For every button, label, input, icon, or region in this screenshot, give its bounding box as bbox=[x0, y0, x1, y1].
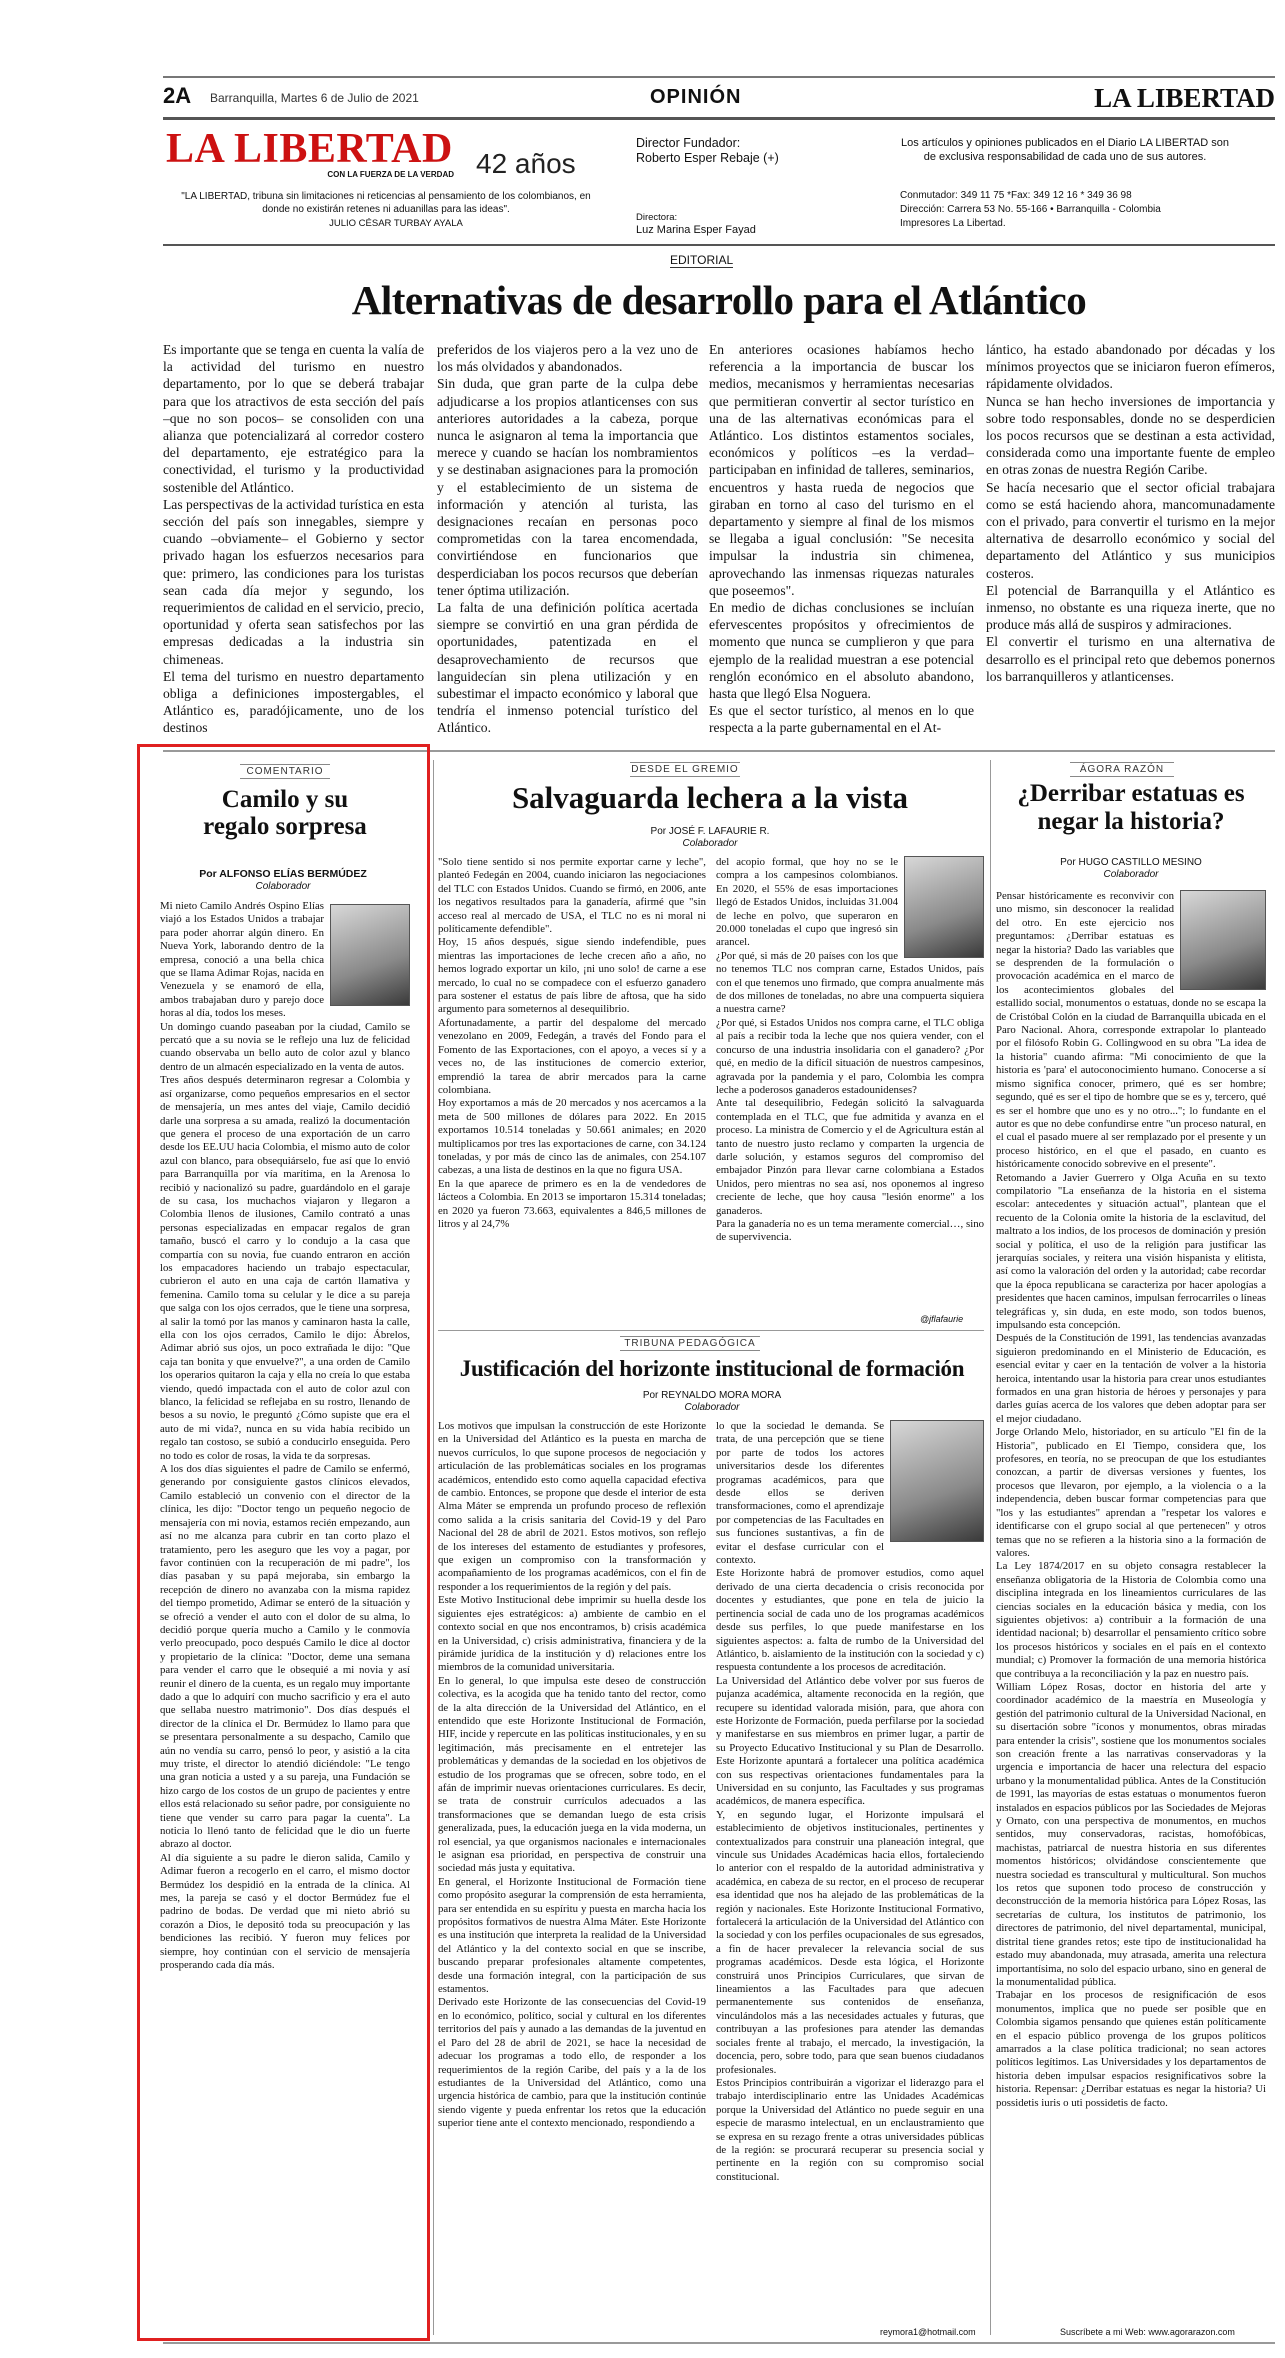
founder-label: Director Fundador: bbox=[636, 136, 741, 150]
quote-author: JULIO CÉSAR TURBAY AYALA bbox=[329, 218, 463, 229]
masthead-quote: "LA LIBERTAD, tribuna sin limitaciones ni reticencias al pensamiento de los colombianos, en donde no existirán retenes ni aduanillas para las ideas". bbox=[181, 191, 591, 215]
gremio-handle: @jflafaurie bbox=[920, 1314, 964, 1324]
tribuna-top-rule bbox=[438, 1330, 984, 1331]
director-label: Directora: bbox=[636, 212, 678, 223]
editorial-column-1 bbox=[163, 341, 424, 739]
agora-role: Colaborador bbox=[1103, 869, 1159, 880]
section-title: OPINIÓN bbox=[650, 86, 742, 108]
contact-printer: Impresores La Libertad. bbox=[900, 218, 1006, 229]
tribuna-text-1: Los motivos que impulsan la construcción de este Horizonte en la Universidad del Atlántico es la puesta en marcha de nuevos currículos, lo que supone procesos de negociación y articulación de las problemáticas sociales en los programas académicos, entendido esto como aquella capacidad efectiva de cambio. Entonces, se propone que desde el interior de esta Alma Máter se emprenda un profundo proceso de reflexión como salida a la crisis sanitaria del Covid-19 y del Paro Nacional del 28 de abril de 2021. Estos motivos, son reflejo de los intereses del estamento de estudiantes y profesores, que exigen un compromiso con la transformación y acompañamiento de los programas académicos, con el fin de responder a los requerimientos de la región y del país. Este Motivo Institucional debe imprimir su huella desde los siguientes ejes estratégicos: a) ambiente de cambio en el contexto social en que nos encontramos, b) crisis académica en la Universidad, c) crisis administrativa, financiera y de la pirámide jurídica de la institución y d) relaciones entre los miembros de la comunidad universitaria. En lo general, lo que impulsa este deseo de construcción colectiva, es la acogida que ha tenido tanto del rector, como de la alta dirección de la Universidad del Atlántico, en el entendido que este Horizonte Institucional de Formación, HIF, incide y repercute en las políticas institucionales, y en su legitimación, más precisamente en el entretejer las problemáticas y demandas de la sociedad en los objetivos de estudio de los programas que se ofrecen, sobre todo, en el afán de imprimir nuevas orientaciones curriculares. Es decir, se trata de construir currículos adecuados a las transformaciones que se demandan luego de esta crisis generalizada, pues, la educación juega en la vida moderna, un rol esencial, ya que organismos nacionales e internacionales le asignan esa prioridad, en perspectiva de construir una sociedad más justa y equitativa. En general, el Horizonte Institucional de Formación tiene como propósito asegurar la comprensión de esta herramienta, para ser entendida en su espíritu y puesta en marcha hacia los propósitos formativos de nuestra Alma Máter. Este Horizonte es una institución que interpreta la realidad de la Universidad del Atlántico y la del contexto social en que se inscribe, buscando preparar profesionales altamente competentes, desde una formación integral, con la participación de sus estamentos. Derivado este Horizonte de las consecuencias del Covid-19 en lo económico, político, social y cultural en los diferentes territorios del país y aunado a las demandas de la juventud en el Paro del 28 de abril de 2021, se hace la necesidad de adecuar los programas a todo ello, de responder a los requerimientos de la región Caribe, del país y a la de los estudiantes de la Universidad del Atlántico, como una urgencia histórica de cambio, para que la institución continúe siendo vigente y pueda enfrentar los retos que la educación superior tiene ante el contexto mencionado, respondiendo a bbox=[438, 1420, 706, 2130]
dateline: Barranquilla, Martes 6 de Julio de 2021 bbox=[210, 91, 419, 105]
separator-right bbox=[990, 760, 991, 2335]
author-photo-lafaurie bbox=[904, 856, 984, 958]
contact-address: Dirección: Carrera 53 No. 55-166 • Barranquilla - Colombia bbox=[900, 204, 1161, 215]
agora-byline: Por HUGO CASTILLO MESINO bbox=[1060, 857, 1202, 868]
disclaimer: Los artículos y opiniones publicados en el Diario LA LIBERTAD son de exclusiva responsabilidad de cada uno de sus autores. bbox=[901, 137, 1229, 163]
comentario-text: Mi nieto Camilo Andrés Ospino Elías viajó a los Estados Unidos a trabajar para poder ahorrar algún dinero. En Nueva York, laborando dentro de la empresa, conoció a una bella chica que se llama Adimar Rojas, nacida en Venezuela y se enamoró de ella, ambos trabajaban duro y parejo doce horas al día, todos los meses. Un domingo cuando paseaban por la ciudad, Camilo se percató que a su novia se le reflejo una luz de felicidad cuando observaba un bello auto de color azul y blanco dentro de un almacén especializado en la venta de autos. Tres años después determinaron regresar a Colombia y así organizarse, como pequeños empresarios en el sector de mensajería, un mes antes del viaje, Camilo decidió darle una sorpresa a su amada, realizó la documentación que genera el proceso de una exportación de un carro desde los EE.UU hacia Colombia, el mismo auto de color azul con blanco, para obsequiárselo, fue así que lo envió para Barranquilla por vía marítima, en la Arenosa lo recibió y nacionalizó su padre, guardándolo en el garaje de su casa, los muchachos viajaron y llegaron a Colombia llenos de ilusiones, Camilo contrató a unas personas especializadas en empacar regalos de gran tamaño, buscó el carro y lo condujo a la casa que compartía con su novia, fue cuando entraron en acción los empacadores haciendo un trabajo espectacular, cubrieron el auto en una caja de cartón llamativa y femenina. Camilo toma su celular y le dice a su pareja que salga con los ojos cerrados, que le tiene una sorpresa, al salir la tomó por las manos y caminaron hasta la calle, ella con los ojos cerrados, Camilo le dijo: Ábrelos, Adimar abrió sus ojos, un poco extrañada le dijo: "Que caja tan bonita y que envuelve?", a una orden de Camilo los operarios quitaron la caja y ella no creía lo que estaba viendo, quedó impactada con el auto de color azul con blanco, la felicidad se reflejaba en su rostro, llenando de besos a su novio, le preguntó ¿Cómo supiste que era el auto de mi vida?, nunca en su vida había recibido un regalo tan costoso, se subió a conducirlo enseguida. Pero no todo es color de rosas, la vida te da sorpresas. A los dos días siguientes el padre de Camilo se enfermó, generando por consiguiente gastos clínicos elevados, Camilo estableció un convenio con el director de la clínica, les dijo: "Doctor tengo un pequeño negocio de mensajería con mi novia, estamos recién empezando, aun así no me alcanza para cubrir en tan corto plazo el tratamiento, pero les aseguro que les voy a pagar, por favor continúen con la recuperación de mi padre", los días pasaban y su papá mejoraba, sin embargo la recepción de dinero no avanzaba con la misma rapidez del tiempo prometido, Adimar se enteró de la situación y se ofreció a vender el auto con el dolor de su alma, lo decidió porque quería mucho a Camilo y le conmovía verlo preocupado, poco después Camilo le dice al doctor y propietario de la clínica: "Doctor, deme una semana para vender el carro que le obsequié a mi novia y así reunir el dinero de la cuenta, es un regalo muy importante dado a que lo adquirí con mucho sacrificio y era el auto que sellaba nuestro matrimonio". Dos días después el director de la clínica el Dr. Bermúdez lo llamo para que se presentara personalmente a su despacho, Camilo que aún no vendía su carro, pensó lo peor, y asistió a la cita muy triste, el director lo atendió diciéndole: "Le tengo una gran noticia a usted y a su pareja, una Fundación se hizo cargo de los costos de un grupo de pacientes y entre ellos está relacionado su señor padre, por consiguiente no tiene que vender su carro para pagar la cuenta". La noticia lo llenó tanto de felicidad que le dio un fuerte abrazo al doctor. Al día siguiente a su padre le dieron salida, Camilo y Adimar fueron a recogerlo en el carro, el mismo doctor Bermúdez los despidió en la entrada de la clínica. Al mes, la pareja se casó y el doctor Bermúdez fue el padrino de bodas. De verdad que mi nieto abrió su corazón a Dios, le depositó toda su preocupación y las bendiciones las recibió. Y fueron muy felices por siempre, hoy continúan con el servicio de mensajería prosperando cada día más. bbox=[160, 900, 410, 1972]
editorial-column-3 bbox=[709, 341, 974, 739]
tribuna-label: TRIBUNA PEDAGÓGICA bbox=[620, 1336, 760, 1351]
logo-tagline: CON LA FUERZA DE LA VERDAD bbox=[327, 170, 454, 179]
editorial-text-3: En anteriores ocasiones habíamos hecho referencia a la importancia de buscar los medios, mecanismos y herramientas necesarias que permitieran convertir al sector turístico en una de las alternativas económicas para el Atlántico. Los distintos estamentos sociales, económicos y políticos –es la verdad– participaban en infinidad de talleres, seminarios, encuentros y hasta rueda de negocios que giraban en torno al caso del turismo en el departamento y siempre al final de los mismos se llegaba a igual conclusión: "Se necesita impulsar la industria sin chimenea, aprovechando las inmensas riquezas naturales que poseemos". En medio de dichas conclusiones se incluían efervescentes propósitos y ofrecimientos de momento que nunca se cumplieron y que para ejemplo de la realidad muestran a ese potencial renglón económico en el absoluto abandono, hasta que llegó Elsa Noguera. Es que el sector turístico, al menos en lo que respecta a la parte gubernamental en el At- bbox=[709, 342, 974, 736]
tribuna-email: reymora1@hotmail.com bbox=[880, 2327, 976, 2337]
tribuna-column-2 bbox=[716, 1420, 984, 2326]
bottom-rule bbox=[163, 2342, 1275, 2344]
header-rule bbox=[163, 117, 1275, 120]
comentario-byline: Por ALFONSO ELÍAS BERMÚDEZ bbox=[199, 868, 367, 880]
years-badge: 42 años bbox=[476, 148, 576, 179]
logo-text: LA LIBERTAD bbox=[166, 126, 453, 172]
comentario-title: Camilo y su regalo sorpresa bbox=[203, 786, 367, 840]
gremio-byline: Por JOSÉ F. LAFAURIE R. bbox=[650, 826, 770, 837]
agora-title: ¿Derribar estatuas es negar la historia? bbox=[1017, 780, 1245, 835]
author-photo-castillo bbox=[1180, 890, 1266, 990]
tribuna-title: Justificación del horizonte institucional de formación bbox=[459, 1356, 965, 1381]
editorial-label: EDITORIAL bbox=[670, 253, 734, 267]
founder-name: Roberto Esper Rebaje (+) bbox=[636, 151, 779, 165]
tribuna-byline: Por REYNALDO MORA MORA bbox=[642, 1390, 782, 1401]
director-name: Luz Marina Esper Fayad bbox=[636, 224, 756, 236]
editorial-column-4 bbox=[986, 341, 1275, 739]
gremio-column-2 bbox=[716, 856, 984, 1314]
tribuna-role: Colaborador bbox=[684, 1402, 740, 1413]
editorial-text-4: lántico, ha estado abandonado por décadas y los mínimos proyectos que se iniciaron fueron efímeros, rápidamente olvidados. Nunca se han hecho inversiones de importancia y sobre todo responsables, donde no se desperdicien los pocos recursos que se destinan a esta actividad, considerada como una importante fuente de empleo en otras zonas de nuestra Región Caribe. Se hacía necesario que el sector oficial trabajara como se está haciendo ahora, mancomunadamente con el privado, para convertir el turismo en la mejor alternativa de desarrollo económico y social del departamento del Atlántico y sus municipios costeros. El potencial de Barranquilla y el Atlántico es inmenso, no obstante es una riqueza inerte, que no produce más allá de suspiros y admiraciones. El convertir el turismo en una alternativa de desarrollo es el principal reto que debemos ponernos los barranquilleros y atlanticenses. bbox=[986, 342, 1275, 684]
masthead-logo bbox=[166, 128, 466, 179]
tribuna-text-2: lo que la sociedad le demanda. Se trata, de una percepción que se tiene por parte de todos los actores universitarios desde los diferentes programas académicos, para que desde ellos se deriven transformaciones, como el aprendizaje por competencias de las Facultades en sus funciones sustantivas, a fin de evitar el desfase curricular con el contexto. Este Horizonte habrá de promover estudios, como aquel derivado de una cierta decadencia o crisis reconocida por docentes y estudiantes, que pone en tela de juicio la pertinencia social de cada uno de los programas académicos desde sus perfiles, lo que puede manifestarse en los siguientes aspectos: a. falta de rumbo de la Universidad del Atlántico, b. aislamiento de la institución con la sociedad y c) respuesta contundente a los procesos de acreditación. La Universidad del Atlántico debe volver por sus fueros de pujanza académica, altamente reconocida en la región, que recupere su identidad valorada misión, para, que ahora con este Horizonte de Formación, pueda perfilarse por la sociedad y manifestarse en sus miembros en primer lugar, a partir de su Proyecto Educativo Institucional y su Plan de Desarrollo. Este Horizonte apuntará a fortalecer una política académica con sus respectivas orientaciones fundamentales para la Universidad en su conjunto, las Facultades y sus programas académicos, de manera específica. Y, en segundo lugar, el Horizonte impulsará el establecimiento de objetivos institucionales, pertinentes y contextualizados para construir una planeación integral, que vincule sus Unidades Académicas hacia ellos, fortaleciendo lo anterior con el respaldo de la autoridad administrativa y académica, en cabeza de su rector, en el proceso de recuperar esa identidad que nos ha alejado de las problemáticas de la región y nacionales. Este Horizonte Institucional Formativo, fortalecerá la articulación de la Universidad del Atlántico con la sociedad y con los perfiles ocupacionales de sus egresados, a fin de hacer prevalecer la relevancia social de sus programas académicos. Desde esta lógica, el Horizonte construirá unos Principios Curriculares, que sirvan de lineamientos a las Facultades para que adecuen permanentemente sus contenidos de enseñanza, vinculándolos más a las necesidades actuales y futuras, que contribuyan a las profesiones para atender las demandas sociales frente al trabajo, el mercado, la investigación, la docencia, pero, sobre todo, para que sean buenos ciudadanos profesionales. Estos Principios contribuirán a vigorizar el liderazgo para el trabajo interdisciplinario entre las Unidades Académicas porque la Universidad del Atlántico no puede seguir en una especie de marasmo intelectual, en un enclaustramiento que se expresa en su rezago frente a otras universidades públicas de la región: se procurará recuperar su presencia social y pertinente en la región con su compromiso social constitucional. bbox=[716, 1420, 984, 2183]
comentario-role: Colaborador bbox=[255, 881, 311, 892]
gremio-role: Colaborador bbox=[682, 838, 738, 849]
editorial-text-2: preferidos de los viajeros pero a la vez uno de los más olvidados y abandonados. Sin duda, que gran parte de la culpa debe adjudicarse a los propios atlanticenses con sus anteriores autoridades a la cabeza, porque nunca le asignaron al tema la importancia que merece y cuando se hacían los nombramientos y se destinaban asignaciones para la promoción y el establecimiento de un sistema de información y atención al turista, las designaciones recaían en personas poco comprometidas con la tarea encomendada, convirtiéndose en funcionarios que desperdiciaban los pocos recursos que deberían tener óptima utilización. La falta de una definición política acertada siempre se convirtió en una gran pérdida de oportunidades, patentizada en el desaprovechamiento de recursos que languidecían sin plena utilización y en subestimar el impacto económico y laboral que tendría el inmenso potencial turístico del Atlántico. bbox=[437, 342, 698, 736]
paper-name: LA LIBERTAD bbox=[1094, 83, 1275, 113]
editorial-column-2 bbox=[437, 341, 698, 739]
editorial-text-1: Es importante que se tenga en cuenta la valía de la actividad del turismo en nuestro departamento, por lo que se deberá trabajar para que los atractivos de esta sección del país –que no son pocos– se consoliden con una alianza que potencializará al corredor costero del departamento, eje estratégico para la conectividad, el turismo y la productividad sostenible del Atlántico. Las perspectivas de la actividad turística en esta sección del país son innegables, siempre y cuando –obviamente– el Gobierno y sector privado hagan los esfuerzos necesarios para que: primero, las condiciones para los turistas sean cada día mejor y segundo, los requerimientos de calidad en el servicio, precio, oportunidad y oferta sean satisfechos por las empresas dedicadas a la industria sin chimeneas. El tema del turismo en nuestro departamento obliga a definiciones impostergables, el Atlántico es, paradójicamente, uno de los destinos bbox=[163, 342, 424, 736]
gremio-text-2: del acopio formal, que hoy no se le compra a los campesinos colombianos. En 2020, el 55% de esas importaciones llegó de Estados Unidos, incluidas 31.004 de leche en polvo, que superaron en 20.000 toneladas el cupo que ingresó sin arancel. ¿Por qué, si más de 20 países con los que no tenemos TLC nos compran carne, Estados Unidos, país con el que tenemos uno firmado, que compra anualmente más de dos millones de toneladas, no abre una compuerta siquiera a nuestra carne? ¿Por qué, si Estados Unidos nos compra carne, el TLC obliga al país a recibir toda la leche que nos quiera vender, con el concurso de una industria insolidaria con el ganadero? ¿Por qué, en medio de la difícil situación de nuestros campesinos, agravada por la pandemia y el paro, Colombia les compra leche a poderosos ganaderos estadounidenses? Ante tal desequilibrio, Fedegán solicitó la salvaguarda contemplada en el TLC, que fue admitida y avanza en el proceso. La ministra de Comercio y el de Agricultura están al tanto de nuestro justo reclamo y comparten la urgencia de darle solución, y estamos seguros del compromiso del embajador Pinzón para llevar carne colombiana a Estados Unidos, pero mientras no sea así, nos oponemos al ingreso creciente de leche, que hoy causa "lesión enorme" a los ganaderos. Para la ganadería no es un tema meramente comercial…, sino de supervivencia. bbox=[716, 856, 984, 1244]
agora-text: Pensar históricamente es reconvivir con uno mismo, sin desconocer la realidad del otro. En este ejercicio nos preguntamos: ¿Derribar estatuas es negar la historia? Dado las variables que se desprenden de la formulación o provocación académica en el marco de los acontecimientos globales del estallido social, monumentos o estatuas, donde no se escapa la de Cristóbal Colón en la ciudad de Barranquilla ubicada en el Paro Nacional. Ahora, corresponde extrapolar lo planteado por el filósofo Robin G. Collingwood en su obra "La idea de la historia" cuando afirma: "Mi conocimiento de que la historia es 'para' el autoconocimiento humano. Conocerse a sí mismo significa conocer, primero, qué es ser hombre; segundo, qué es ser el tipo de hombre que se es y, tercero, qué es ser el hombre que uno es y no otro..."; lo fundante en el autor es que no debe confundirse entre "un proceso natural, en el cual el pasado muere al ser remplazado por el presente y un proceso histórico, en el que el pasado, en cuanto es históricamente conocido sobrevive en el presente". Retomando a Javier Guerrero y Olga Acuña en su texto compilatorio "La enseñanza de la historia en el sistema escolar: antecedentes y situación actual", plantean que el recuento de la Colonia omite la historia de la esclavitud, del maltrato a los indios, de los procesos de dominación y presión social y política, el uso de la religión para justificar las jerarquías sociales, y reitera una visión hispanista y elitista, así como la valoración del orden y la autoridad; cabe recordar que la época republicana se caracteriza por hacer apologías a presidentes que hacen caminos, impulsan ferrocarriles o líneas telegráficas y, sin duda, en este modo, son todos buenos, impulsando esta concepción. Después de la Constitución de 1991, las tendencias avanzadas siguieron predominando en el Ministerio de Educación, es esencial evitar y caer en la tentación de volver a la historia heroica, intentando usar la historia para crear unos estudiantes formados en una gran historia de héroes y personajes y para darles guías acerca de los valores que deben adoptar para ser el mejor ciudadano. Jorge Orlando Melo, historiador, en su artículo "El fin de la Historia", publicado en El Tiempo, considera que, los profesores, en teoría, no se preocupan de que los estudiantes conozcan, a partir de diversas versiones y fuentes, los procesos que llevaron, por ejemplo, a la violencia o a la independencia, deben buscar formar competencias para que "los y las estudiantes" aprendan a "respetar los valores e identificarse con el grupo social al que pertenecen" y otros temas que no se refieren a la historia sino a la formación de valores. La Ley 1874/2017 en su objeto consagra restablecer la enseñanza obligatoria de la Historia de Colombia como una disciplina integrada en los lineamientos curriculares de las ciencias sociales en la educación básica y media, con los siguientes objetivos: a) contribuir a la formación de una identidad nacional; b) desarrollar el pensamiento crítico sobre los procesos históricos y sociales en el país en el contexto mundial; c) Promover la formación de una memoria histórica que contribuya a la reconciliación y la paz en nuestro país. William López Rosas, doctor en historia del arte y coordinador académico de la maestría en Museología y gestión del patrimonio cultural de la Universidad Nacional, en su disertación sobre "íconos y monumentos, obras miradas para entender la crisis", sostiene que los monumentos sociales son creación frente a las narrativas conservadoras y la urgencia e importancia de hacer una relectura del espacio urbano y la monumentalidad pública. Antes de la Constitución de 1991, las mayorías de estas estatuas o monumentos fueron instalados en espacios públicos por las Sociedades de Mejoras y Ornato, con una perspectiva de monumentos, en muchos sentidos, muy conservadoras, racistas, homofóbicas, machistas, patriarcal de nuestra historia en sus diferentes momentos históricos; olvidándose conscientemente que nuestra sociedad es transcultural y multicultural. Son muchos los retos que suponen todo proceso de construcción y deconstrucción de la memoria histórica para López Rosas, las secretarías de cultura, los institutos de patrimonio, los directores de patrimonio, del nivel departamental, municipal, distrital tiene grandes retos; este tipo de institucionalidad ha estado muy abandonada, muy atrasada, amerita una relectura importantísima, no solo del espacio urbano, sino en general de la monumentalidad pública. Trabajar en los procesos de resignificación de esos monumentos, implica que no puede ser posible que en Colombia sigamos pensando que quienes están políticamente en el espacio público provenga de los grupos políticos amarrados a la clase política tradicional; no sean actores políticos legítimos. Las Universidades y los departamentos de historia deben impulsar espacios resignificativos sobre la historia. Repensar: ¿Derribar estatuas es negar la historia? Ui possidetis iuris o uti possidetis de facto. bbox=[996, 890, 1266, 2109]
gremio-column-1 bbox=[438, 856, 706, 1324]
agora-body bbox=[996, 890, 1266, 2322]
agora-footer: Suscríbete a mi Web: www.agorarazon.com bbox=[1060, 2327, 1235, 2337]
gremio-label: DESDE EL GREMIO bbox=[631, 764, 739, 775]
comentario-body bbox=[160, 900, 410, 2322]
comentario-label: COMENTARIO bbox=[240, 764, 330, 779]
masthead-rule bbox=[163, 244, 1275, 246]
contact-phone: Conmutador: 349 11 75 *Fax: 349 12 16 * 349 36 98 bbox=[900, 190, 1132, 201]
agora-label: ÁGORA RAZÓN bbox=[1070, 762, 1174, 777]
page-number: 2A bbox=[163, 83, 192, 108]
tribuna-column-1 bbox=[438, 1420, 706, 2338]
editorial-title: Alternativas de desarrollo para el Atlántico bbox=[351, 277, 1087, 323]
gremio-text-1: "Solo tiene sentido si nos permite exportar carne y leche", planteó Fedegán en 2004, cuando iniciaron las negociaciones del TLC con Estados Unidos. Cuando se firmó, en 2006, ante los negativos resultados para la ganadería, afirmé que "sin acceso real al mercado de USA, el TLC no es ni moral ni políticamente defendible". Hoy, 15 años después, sigue siendo indefendible, pues mientras las importaciones de leche crecen año a año, no hemos logrado exportar un kilo, ¡ni uno solo! de carne a ese mercado, lo cual no se compadece con el esfuerzo ganadero para sostener el estatus de país libre de aftosa, que ha sido argumento para someternos al desequilibrio. Afortunadamente, a partir del despalome del mercado venezolano en 2009, Fedegán, a través del Fondo para el Fomento de las Exportaciones, con el apoyo, a veces sí y a veces no, de las instituciones de comercio exterior, emprendió la tarea de abrir mercados para la carne colombiana. Hoy exportamos a más de 20 mercados y nos acercamos a la meta de 500 millones de dólares para 2022. En 2015 exportamos 10.514 toneladas y 50.661 animales; en 2020 multiplicamos por tres las exportaciones de carne, con 34.124 toneladas, y por más de cinco las de animales, con 254.107 cabezas, a una lista de destinos en la que no figura USA. En la que aparece de primero es en la de vendedores de lácteos a Colombia. En 2013 se importaron 15.314 toneladas; en 2020 ya fueron 73.663, equivalentes a 846,5 millones de litros y al 24,7% bbox=[438, 856, 706, 1230]
author-photo-elias bbox=[330, 904, 410, 1006]
gremio-title: Salvaguarda lechera a la vista bbox=[511, 780, 909, 815]
author-photo-mora bbox=[890, 1420, 984, 1542]
separator-left bbox=[433, 760, 434, 2335]
top-rule bbox=[163, 76, 1275, 78]
